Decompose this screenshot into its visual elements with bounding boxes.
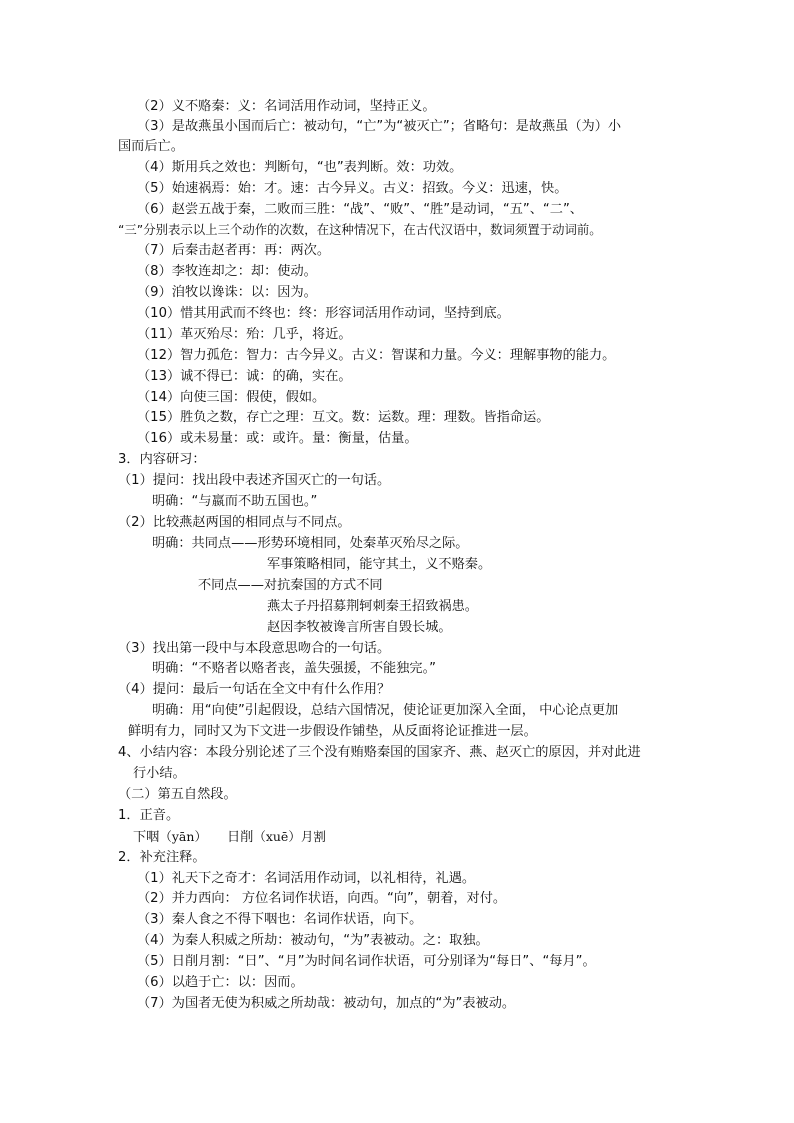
note-line: （1）礼天下之奇才：名词活用作动词，以礼相待，礼遇。 [137,871,476,886]
pinyin-reading: （xuē） [253,829,301,844]
note-line: （2）并力西向： 方位名词作状语，向西。“向”，朝着，对付。 [137,891,507,906]
answer-line: 赵因李牧被谗言所害自毁长城。 [267,620,452,635]
section-heading: 2．补充注释。 [118,850,206,865]
note-line: （4）为秦人积威之所劫：被动句，“为”表被动。之：取独。 [137,933,489,948]
pinyin-word: 月割 [300,829,326,844]
section-heading: 3．内容研习： [118,452,206,467]
note-line: 国而后亡。 [118,139,184,154]
note-line: （12）智力孤危：智力：古今异义。古义：智谋和力量。今义：理解事物的能力。 [137,348,616,363]
answer-line: 军事策略相同，能守其土，义不赂秦。 [267,557,492,572]
note-line: （9）洎牧以谗诛：以：因为。 [137,285,317,300]
answer-line: 明确：“与嬴而不助五国也。” [152,494,318,509]
answer-line: 明确：“不赂者以赂者丧，盖失强援，不能独完。” [152,661,436,676]
summary-line: 4、小结内容：本段分别论述了三个没有贿赂秦国的国家齐、燕、赵灭亡的原因，并对此进 [118,745,641,760]
pinyin-word: 下咽 [133,830,160,845]
note-line: （6）赵尝五战于秦，二败而三胜：“战”、“败”、“胜”是动词，“五”、“二”、 [137,202,583,217]
note-line: （14）向使三国：假使，假如。 [137,390,326,405]
note-line: （10）惜其用武而不终也：终：形容词活用作动词，坚持到底。 [137,306,510,321]
answer-line: 明确：用“向使”引起假设，总结六国情况，使论证更加深入全面， 中心论点更加 [152,703,619,718]
note-line: （7）后秦击赵者再：再：两次。 [137,243,331,258]
note-line: （7）为国者无使为积威之所劫哉：被动句，加点的“为”表被动。 [137,996,516,1011]
note-line: （13）诚不得已：诚：的确，实在。 [137,369,352,384]
answer-line: 鲜明有力，同时又为下文进一步假设作铺垫，从反面将论证推进一层。 [128,724,537,739]
note-line: （2）义不赂秦：义：名词活用作动词，坚持正义。 [137,99,436,114]
note-line: （8）李牧连却之：却：使动。 [137,264,317,279]
question-line: （1）提问：找出段中表述齐国灭亡的一句话。 [118,473,391,488]
note-line: （16）或未易量：或：或许。量：衡量，估量。 [137,431,418,446]
pinyin-line [133,827,326,848]
question-line: （2）比较燕赵两国的相同点与不同点。 [118,515,351,530]
answer-line: 不同点——对抗秦国的方式不同 [198,578,383,593]
summary-line: 行小结。 [133,766,186,781]
pinyin-word: 日削 [226,830,254,845]
note-line: （5）日削月割：“日”、“月”为时间名词作状语，可分别译为“每日”、“每月”。 [137,954,596,969]
section-heading: （二）第五自然段。 [118,787,237,802]
question-line: （4）提问：最后一句话在全文中有什么作用？ [118,682,391,697]
note-line: （5）始速祸焉：始：才。速：古今异义。古义：招致。今义：迅速，快。 [137,181,568,196]
note-line: “三”分别表示以上三个动作的次数，在这种情况下，在古代汉语中，数词须置于动词前。 [118,222,602,237]
pinyin-reading: （yān） [159,829,207,844]
note-line: （15）胜负之数，存亡之理：互文。数：运数。理：理数。皆指命运。 [137,410,550,425]
note-line: （11）革灭殆尽：殆：几乎，将近。 [137,327,352,342]
answer-line: 燕太子丹招募荆轲刺秦王招致祸患。 [267,599,478,614]
question-line: （3）找出第一段中与本段意思吻合的一句话。 [118,641,391,656]
answer-line: 明确：共同点——形势环境相同，处秦革灭殆尽之际。 [152,536,469,551]
section-heading: 1．正音。 [118,808,180,823]
note-line: （3）秦人食之不得下咽也：名词作状语，向下。 [137,912,423,927]
note-line: （4）斯用兵之效也：判断句，“也”表判断。效：功效。 [137,160,463,175]
note-line: （3）是故燕虽小国而后亡：被动句，“亡”为“被灭亡”；省略句：是故燕虽（为）小 [137,119,622,134]
note-line: （6）以趋于亡：以：因而。 [137,975,304,990]
